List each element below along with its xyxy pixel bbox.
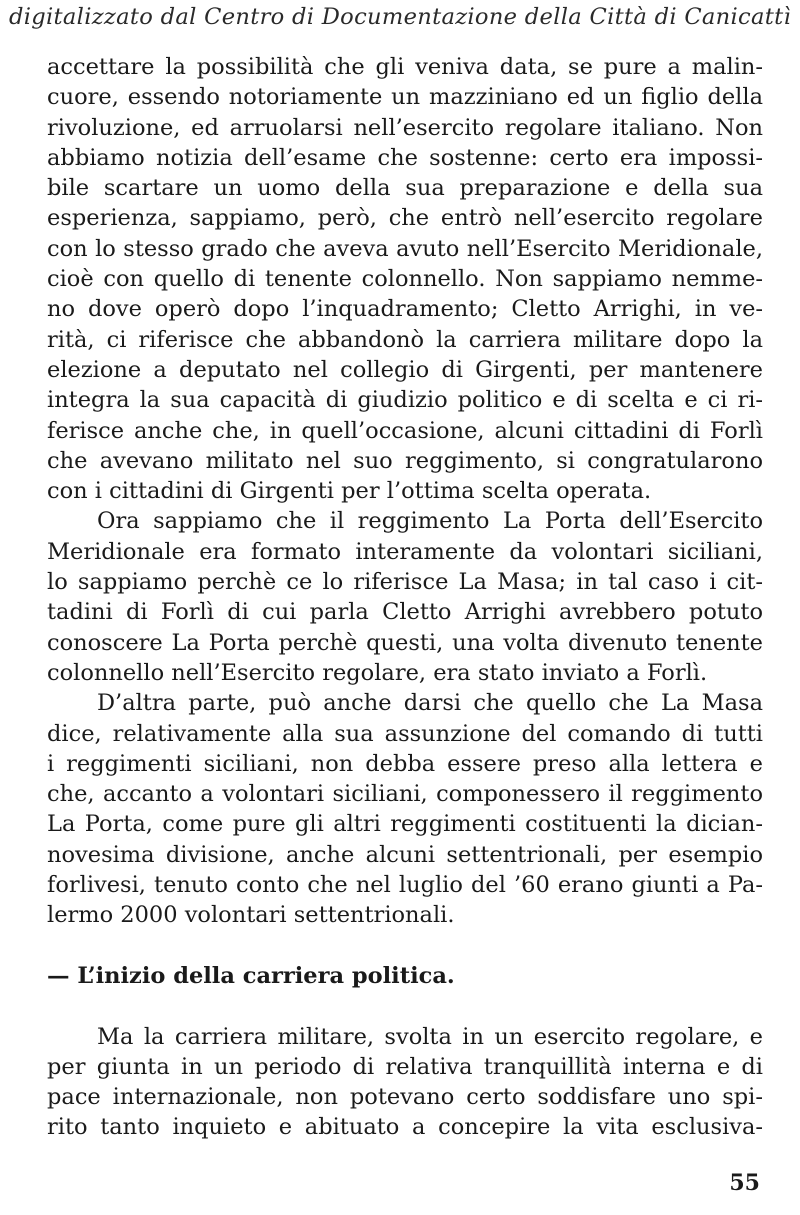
text-line: rità, ci riferisce che abbandonò la carriera militare dopo la bbox=[47, 326, 763, 353]
text-line: colonnello nell’Esercito regolare, era stato inviato a Forlì. bbox=[47, 659, 708, 686]
paragraph-3 bbox=[47, 688, 763, 930]
paragraph-1 bbox=[47, 52, 763, 506]
text-line: D’altra parte, può anche darsi che quello che La Masa bbox=[97, 690, 763, 717]
text-line: per giunta in un periodo di relativa tranquillità interna e di bbox=[47, 1053, 763, 1080]
digitization-watermark: digitalizzato dal Centro di Documentazione della Città di Canicattì bbox=[8, 4, 791, 30]
text-line: che, accanto a volontari siciliani, componessero il reggimento bbox=[47, 781, 763, 808]
text-line: con lo stesso grado che aveva avuto nell’Esercito Meridionale, bbox=[47, 235, 763, 262]
text-line: accettare la possibilità che gli veniva data, se pure a malin- bbox=[47, 54, 763, 80]
text-line: cuore, essendo notoriamente un mazziniano ed un figlio della bbox=[47, 84, 763, 111]
paragraph-4 bbox=[47, 1022, 763, 1143]
text-line: abbiamo notizia dell’esame che sostenne: certo era impossi- bbox=[47, 144, 763, 171]
text-line: lermo 2000 volontari settentrionali. bbox=[47, 902, 455, 929]
text-line: esperienza, sappiamo, però, che entrò nell’esercito regolare bbox=[47, 205, 763, 232]
text-line: no dove operò dopo l’inquadramento; Cletto Arrighi, in ve- bbox=[47, 296, 763, 323]
text-line: bile scartare un uomo della sua preparazione e della sua bbox=[47, 175, 763, 202]
page-body bbox=[47, 52, 763, 1143]
text-line: Meridionale era formato interamente da volontari siciliani, bbox=[47, 538, 763, 565]
text-line: lo sappiamo perchè ce lo riferisce La Masa; in tal caso i cit- bbox=[47, 569, 763, 596]
text-line: rivoluzione, ed arruolarsi nell’esercito regolare italiano. Non bbox=[47, 114, 763, 141]
text-line: pace internazionale, non potevano certo soddisfare uno spi- bbox=[47, 1084, 763, 1111]
text-line: Ma la carriera militare, svolta in un esercito regolare, e bbox=[97, 1023, 763, 1050]
text-line: rito tanto inquieto e abituato a concepire la vita esclusiva- bbox=[47, 1114, 763, 1141]
text-line: dice, relativamente alla sua assunzione del comando di tutti bbox=[47, 720, 763, 747]
text-line: elezione a deputato nel collegio di Girgenti, per mantenere bbox=[47, 356, 763, 383]
text-line: conoscere La Porta perchè questi, una volta divenuto tenente bbox=[47, 629, 763, 656]
text-line: i reggimenti siciliani, non debba essere preso alla lettera e bbox=[47, 750, 763, 777]
text-line: ferisce anche che, in quell’occasione, alcuni cittadini di Forlì bbox=[47, 417, 763, 444]
section-heading: — L’inizio della carriera politica. bbox=[47, 962, 455, 989]
page-number: 55 bbox=[729, 1170, 760, 1196]
text-line: Ora sappiamo che il reggimento La Porta dell’Esercito bbox=[97, 508, 763, 535]
text-line: novesima divisione, anche alcuni settentrionali, per esempio bbox=[47, 841, 763, 868]
text-line: con i cittadini di Girgenti per l’ottima scelta operata. bbox=[47, 478, 652, 505]
spacer bbox=[47, 991, 763, 1021]
text-line: forlivesi, tenuto conto che nel luglio del ’60 erano giunti a Pa- bbox=[47, 872, 763, 899]
text-line: tadini di Forlì di cui parla Cletto Arrighi avrebbero potuto bbox=[47, 599, 763, 626]
text-line: che avevano militato nel suo reggimento, si congratularono bbox=[47, 447, 763, 474]
spacer bbox=[47, 931, 763, 961]
paragraph-2 bbox=[47, 506, 763, 688]
text-line: cioè con quello di tenente colonnello. Non sappiamo nemme- bbox=[47, 266, 763, 293]
text-line: La Porta, come pure gli altri reggimenti costituenti la dician- bbox=[47, 811, 763, 838]
text-line: integra la sua capacità di giudizio politico e di scelta e ci ri- bbox=[47, 387, 763, 414]
